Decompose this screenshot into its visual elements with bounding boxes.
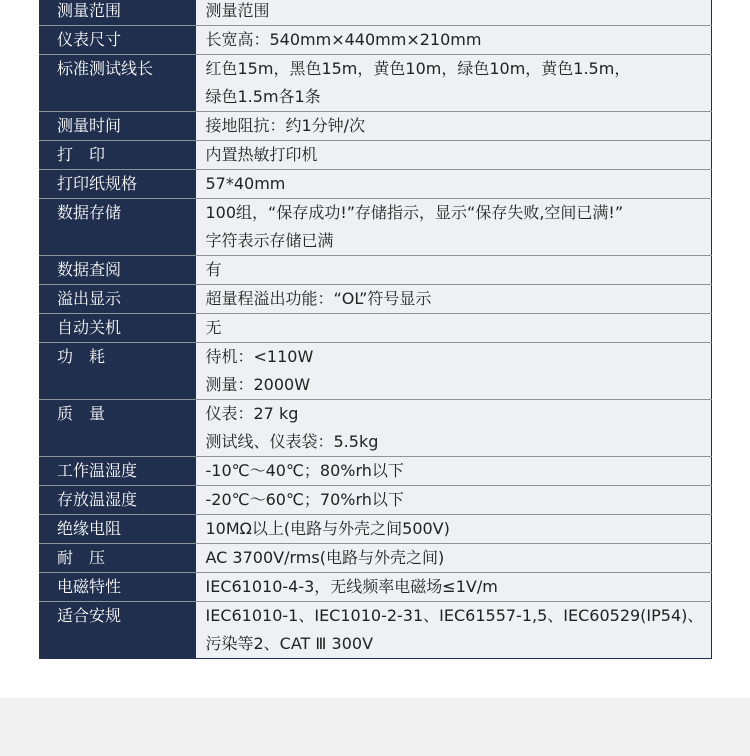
spec-value-line: 无 bbox=[205, 318, 222, 337]
spec-row bbox=[40, 400, 712, 457]
spec-label: 功 耗 bbox=[40, 343, 196, 400]
spec-value bbox=[196, 515, 712, 544]
spec-row bbox=[40, 285, 712, 314]
spec-row bbox=[40, 343, 712, 400]
spec-value-line: AC 3700V/rms(电路与外壳之间) bbox=[205, 548, 445, 567]
spec-value-line: 100组，“保存成功!”存储指示，显示“保存失败,空间已满!” bbox=[205, 203, 624, 222]
spec-value bbox=[196, 602, 712, 659]
spec-row bbox=[40, 602, 712, 659]
spec-value bbox=[196, 26, 712, 55]
spec-value bbox=[196, 343, 712, 400]
spec-table bbox=[39, 0, 712, 659]
spec-row bbox=[40, 26, 712, 55]
spec-value bbox=[196, 544, 712, 573]
spec-row bbox=[40, 0, 712, 26]
spec-label: 存放温湿度 bbox=[40, 486, 196, 515]
spec-row bbox=[40, 314, 712, 343]
spec-value-line: -20℃～60℃；70%rh以下 bbox=[205, 490, 404, 509]
spec-value-line: 内置热敏打印机 bbox=[205, 145, 318, 164]
spec-label: 打 印 bbox=[40, 141, 196, 170]
spec-value-line: 长宽高：540mm×440mm×210mm bbox=[205, 30, 482, 49]
spec-value-line: 10MΩ以上(电路与外壳之间500V) bbox=[205, 519, 450, 538]
spec-value bbox=[196, 55, 712, 112]
spec-value bbox=[196, 285, 712, 314]
spec-label: 耐 压 bbox=[40, 544, 196, 573]
spec-label: 电磁特性 bbox=[40, 573, 196, 602]
spec-table-body bbox=[40, 0, 712, 659]
spec-row bbox=[40, 141, 712, 170]
spec-label: 数据存储 bbox=[40, 199, 196, 256]
spec-value-line: 57*40mm bbox=[205, 174, 286, 193]
spec-value-line: 测量：2000W bbox=[205, 375, 311, 394]
spec-label: 仪表尺寸 bbox=[40, 26, 196, 55]
spec-value-line: 测量范围 bbox=[205, 1, 270, 20]
spec-row bbox=[40, 256, 712, 285]
spec-value bbox=[196, 314, 712, 343]
spec-label: 绝缘电阻 bbox=[40, 515, 196, 544]
spec-row bbox=[40, 199, 712, 256]
spec-label: 数据查阅 bbox=[40, 256, 196, 285]
spec-value-line: 接地阻抗：约1分钟/次 bbox=[205, 116, 366, 135]
spec-value bbox=[196, 400, 712, 457]
spec-value-line: 仪表：27 kg bbox=[205, 404, 299, 423]
spec-label: 溢出显示 bbox=[40, 285, 196, 314]
spec-value bbox=[196, 256, 712, 285]
spec-row bbox=[40, 112, 712, 141]
spec-value-line: 待机：<110W bbox=[205, 347, 314, 366]
spec-value-line: 有 bbox=[205, 260, 222, 279]
spec-value bbox=[196, 141, 712, 170]
spec-value bbox=[196, 199, 712, 256]
spec-row bbox=[40, 544, 712, 573]
spec-row bbox=[40, 55, 712, 112]
spec-value bbox=[196, 112, 712, 141]
spec-value bbox=[196, 457, 712, 486]
spec-label: 测量时间 bbox=[40, 112, 196, 141]
footer-band bbox=[0, 698, 750, 756]
spec-value-line: 红色15m，黑色15m，黄色10m，绿色10m，黄色1.5m， bbox=[205, 59, 631, 78]
spec-value bbox=[196, 170, 712, 199]
spec-label: 测量范围 bbox=[40, 0, 196, 26]
spec-row bbox=[40, 457, 712, 486]
spec-row bbox=[40, 573, 712, 602]
spec-row bbox=[40, 515, 712, 544]
spec-row bbox=[40, 486, 712, 515]
spec-label: 工作温湿度 bbox=[40, 457, 196, 486]
spec-label: 打印纸规格 bbox=[40, 170, 196, 199]
spec-label: 质 量 bbox=[40, 400, 196, 457]
spec-label: 适合安规 bbox=[40, 602, 196, 659]
spec-value-line: 测试线、仪表袋：5.5kg bbox=[205, 432, 379, 451]
spec-row bbox=[40, 170, 712, 199]
spec-label: 自动关机 bbox=[40, 314, 196, 343]
spec-value-line: 超量程溢出功能：“OL”符号显示 bbox=[205, 289, 432, 308]
spec-value bbox=[196, 0, 712, 26]
spec-value bbox=[196, 486, 712, 515]
spec-value-line: 字符表示存储已满 bbox=[205, 231, 334, 250]
spec-value-line: 绿色1.5m各1条 bbox=[205, 87, 321, 106]
spec-value bbox=[196, 573, 712, 602]
spec-label: 标准测试线长 bbox=[40, 55, 196, 112]
spec-value-line: IEC61010-1、IEC1010-2-31、IEC61557-1,5、IEC60529(IP54)、 bbox=[205, 606, 704, 625]
spec-value-line: IEC61010-4-3，无线频率电磁场≤1V/m bbox=[205, 577, 498, 596]
spec-value-line: -10℃～40℃；80%rh以下 bbox=[205, 461, 404, 480]
spec-value-line: 污染等2、CAT Ⅲ 300V bbox=[205, 634, 374, 653]
